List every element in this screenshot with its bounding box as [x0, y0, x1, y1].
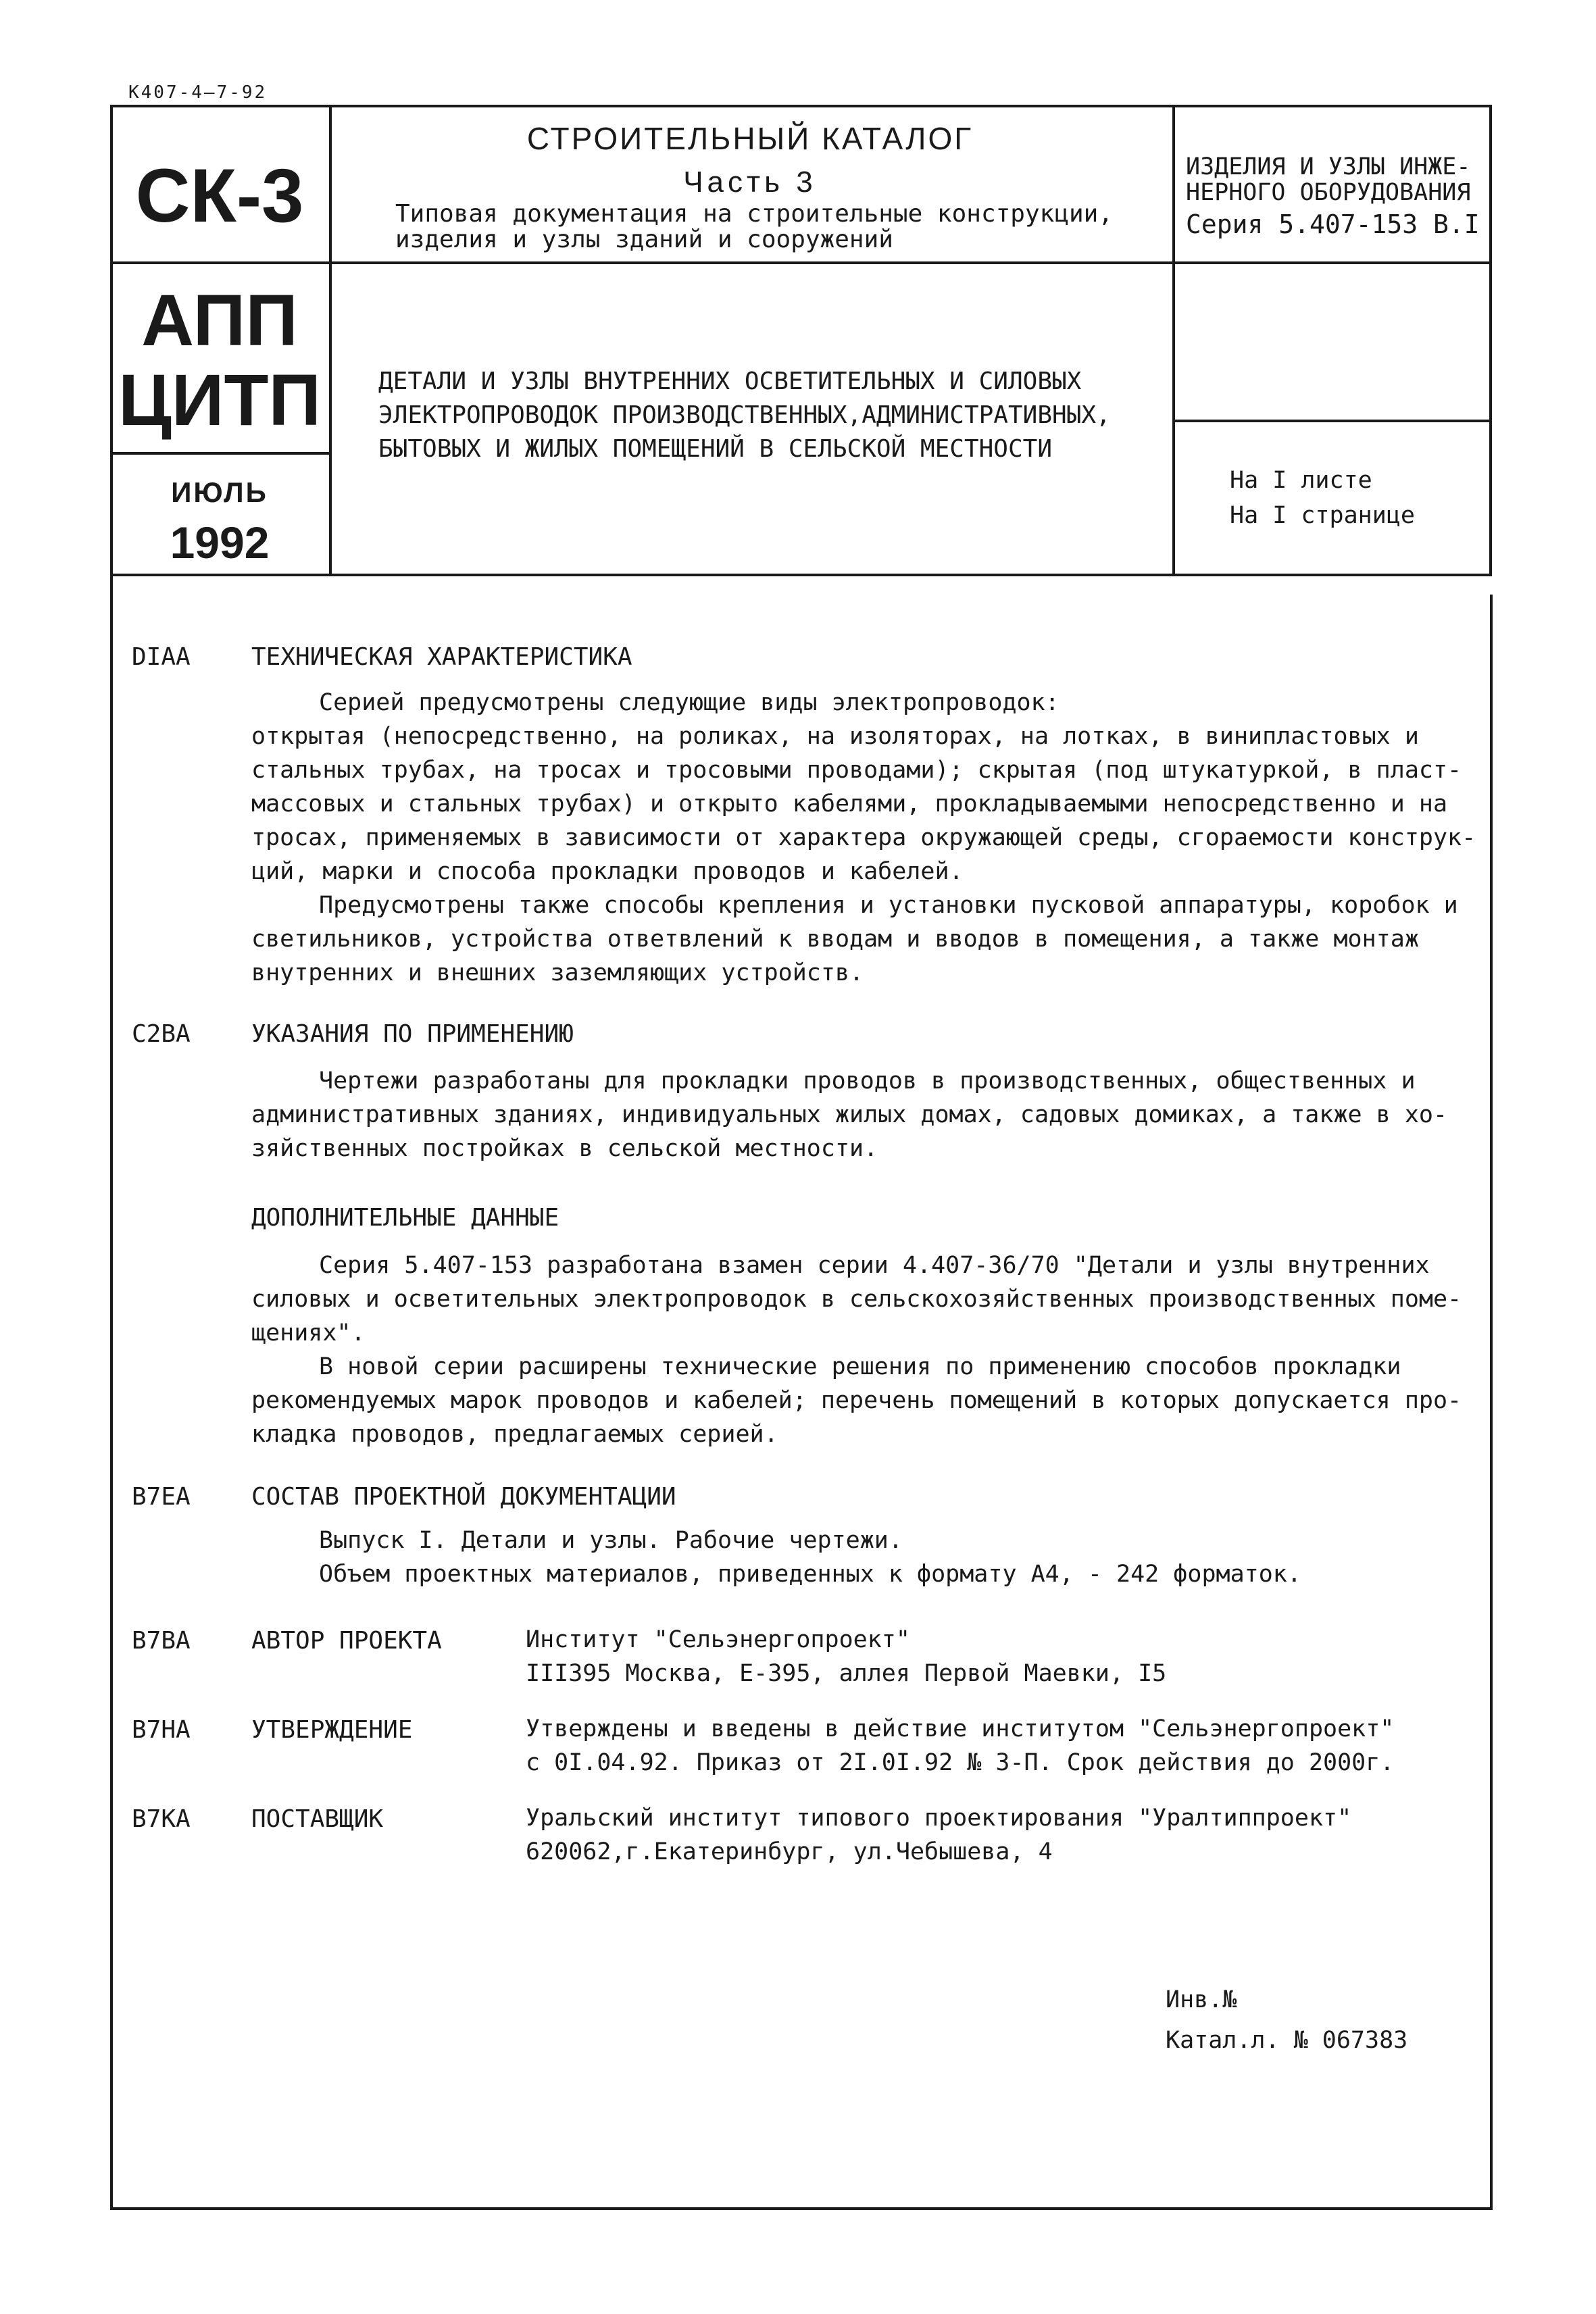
- text-line: Уральский институт типового проектирования "Уралтиппроект": [526, 1805, 1352, 1832]
- section-code: B7HA: [132, 1716, 191, 1744]
- text-line: внутренних и внешних заземляющих устройств.: [251, 959, 864, 986]
- text-line: Объем проектных материалов, приведенных к формату А4, - 242 форматок.: [319, 1561, 1301, 1588]
- sheet-count: [1230, 463, 1487, 533]
- sheet-line: На I странице: [1230, 502, 1415, 529]
- text-line: тросах, применяемых в зависимости от характера окружающей среды, сгораемости конструк-: [251, 824, 1476, 851]
- inventory-number: Инв.№: [1166, 1986, 1237, 2013]
- section-code: C2BA: [132, 1020, 191, 1048]
- frame-divider: [113, 261, 1491, 264]
- text-line: открытая (непосредственно, на роликах, на изоляторах, на лотках, в винипластовых и: [251, 723, 1419, 750]
- description-line: изделия и узлы зданий и сооружений: [395, 226, 893, 253]
- section-title: ПОСТАВЩИК: [251, 1805, 384, 1833]
- section-code: B7EA: [132, 1483, 191, 1511]
- section-title: СОСТАВ ПРОЕКТНОЙ ДОКУМЕНТАЦИИ: [251, 1483, 676, 1511]
- publisher-line: ЦИТП: [118, 359, 322, 441]
- catalog-part: Часть 3: [683, 166, 817, 199]
- document-code: К407-4—7-92: [128, 82, 268, 103]
- text-line: ций, марки и способа прокладки проводов и кабелей.: [251, 858, 964, 885]
- category-line: НЕРНОГО ОБОРУДОВАНИЯ: [1186, 179, 1471, 206]
- text-line: рекомендуемых марок проводов и кабелей; перечень помещений в которых допускается про-: [251, 1387, 1462, 1414]
- catalog-title: СТРОИТЕЛЬНЫЙ КАТАЛОГ: [526, 121, 974, 156]
- text-line: кладка проводов, предлагаемых серией.: [251, 1421, 778, 1448]
- text-line: Серией предусмотрены следующие виды электропроводок:: [319, 689, 1059, 716]
- section-title: ТЕХНИЧЕСКАЯ ХАРАКТЕРИСТИКА: [251, 643, 632, 671]
- frame-divider: [113, 452, 329, 455]
- section-body: [251, 1064, 1589, 1165]
- text-line: силовых и осветительных электропроводок в сельскохозяйственных производственных поме-: [251, 1286, 1462, 1313]
- section-body: [526, 1623, 1166, 1690]
- subject-line: ДЕТАЛИ И УЗЛЫ ВНУТРЕННИХ ОСВЕТИТЕЛЬНЫХ И СИЛОВЫХ: [378, 368, 1082, 395]
- document-subject: [378, 365, 1169, 466]
- text-line: с 0I.04.92. Приказ от 2I.0I.92 № 3-П. Срок действия до 2000г.: [526, 1749, 1395, 1776]
- section-body: [526, 1712, 1394, 1780]
- section-body: [526, 1801, 1351, 1869]
- section-code: B7KA: [132, 1805, 191, 1833]
- catalog-code: СК-3: [135, 153, 304, 238]
- text-line: стальных трубах, на тросах и тросовыми проводами); скрытая (под штукатуркой, в пласт-: [251, 757, 1462, 784]
- product-category: [1186, 154, 1483, 205]
- text-line: Выпуск I. Детали и узлы. Рабочие чертежи.: [319, 1527, 903, 1554]
- text-line: светильников, устройства ответвлений к вводам и вводов в помещения, а также монтаж: [251, 926, 1419, 953]
- description-line: Типовая документация на строительные конструкции,: [395, 200, 1114, 228]
- frame-divider: [1172, 420, 1491, 422]
- section-title: УТВЕРЖДЕНИЕ: [251, 1716, 413, 1744]
- text-line: В новой серии расширены технические решения по применению способов прокладки: [319, 1353, 1401, 1380]
- section-title: ДОПОЛНИТЕЛЬНЫЕ ДАННЫЕ: [251, 1204, 559, 1232]
- section-body: [251, 686, 1589, 990]
- text-line: Институт "Сельэнергопроект": [526, 1626, 910, 1653]
- text-line: Серия 5.407-153 разработана взамен серии 4.407-36/70 "Детали и узлы внутренних: [319, 1252, 1430, 1279]
- publication-month: ИЮЛЬ: [171, 476, 268, 508]
- publisher-name: [111, 280, 328, 440]
- text-line: Чертежи разработаны для прокладки проводов в производственных, общественных и: [319, 1067, 1416, 1095]
- category-line: ИЗДЕЛИЯ И УЗЛЫ ИНЖЕ-: [1186, 153, 1471, 180]
- section-body: [251, 1249, 1589, 1451]
- text-line: III395 Москва, Е-395, аллея Первой Маевки, I5: [526, 1660, 1167, 1687]
- subject-line: БЫТОВЫХ И ЖИЛЫХ ПОМЕЩЕНИЙ В СЕЛЬСКОЙ МЕСТНОСТИ: [378, 435, 1052, 463]
- section-code: DIAA: [132, 643, 191, 671]
- page-border-left: [110, 574, 113, 2209]
- publication-year: 1992: [170, 518, 270, 568]
- publisher-line: АПП: [141, 279, 298, 361]
- text-line: массовых и стальных трубах) и открыто кабелями, прокладываемыми непосредственно и на: [251, 790, 1448, 818]
- text-line: щениях".: [251, 1319, 366, 1347]
- frame-divider: [1172, 107, 1175, 574]
- text-line: 620062,г.Екатеринбург, ул.Чебышева, 4: [526, 1838, 1053, 1865]
- subject-line: ЭЛЕКТРОПРОВОДОК ПРОИЗВОДСТВЕННЫХ,АДМИНИСТРАТИВНЫХ,: [378, 401, 1111, 429]
- catalog-description: [395, 201, 1166, 253]
- section-title: АВТОР ПРОЕКТА: [251, 1627, 442, 1655]
- text-line: административных зданиях, индивидуальных жилых домах, садовых домиках, а также в хо-: [251, 1101, 1448, 1128]
- text-line: Утверждены и введены в действие институтом "Сельэнергопроект": [526, 1715, 1395, 1742]
- section-body: [319, 1524, 1596, 1591]
- section-title: УКАЗАНИЯ ПО ПРИМЕНЕНИЮ: [251, 1020, 574, 1048]
- text-line: Предусмотрены также способы крепления и установки пусковой аппаратуры, коробок и: [319, 892, 1458, 919]
- catalog-sheet-number: Катал.л. № 067383: [1166, 2027, 1408, 2054]
- series-number: Серия 5.407-153 В.I: [1186, 209, 1480, 239]
- page-border-bottom: [110, 2207, 1493, 2210]
- section-code: B7BA: [132, 1627, 191, 1655]
- text-line: зяйственных постройках в сельской местности.: [251, 1135, 878, 1162]
- sheet-line: На I листе: [1230, 467, 1372, 494]
